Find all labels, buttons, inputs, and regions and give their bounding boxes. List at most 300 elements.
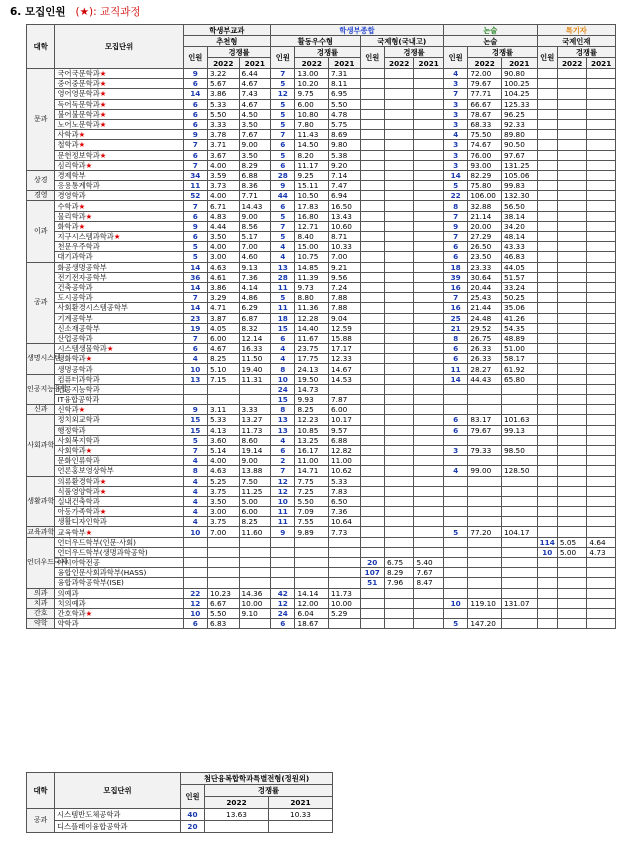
unit-label: 치의예과 bbox=[57, 598, 86, 608]
quota-cell bbox=[537, 619, 557, 629]
rate-cell: 9.93 bbox=[295, 395, 329, 405]
rate-cell bbox=[557, 558, 586, 568]
quota-cell: 6 bbox=[271, 445, 295, 455]
quota-cell bbox=[443, 507, 467, 517]
rate-cell bbox=[587, 445, 616, 455]
rate-cell: 97.67 bbox=[501, 150, 537, 160]
rate-cell: 8.71 bbox=[329, 232, 361, 242]
unit-cell bbox=[55, 415, 183, 425]
table-row bbox=[27, 527, 616, 537]
rate-cell bbox=[587, 384, 616, 394]
rate-cell: 6.75 bbox=[384, 558, 413, 568]
quota-cell bbox=[443, 517, 467, 527]
rate-cell bbox=[587, 242, 616, 252]
table-row bbox=[27, 558, 616, 568]
rate-cell: 13.63 bbox=[205, 809, 269, 821]
rate-cell bbox=[384, 99, 413, 109]
table-row bbox=[27, 466, 616, 476]
quota-cell: 3 bbox=[443, 150, 467, 160]
quota-cell bbox=[537, 79, 557, 89]
rate-cell: 10.17 bbox=[329, 415, 361, 425]
quota-cell: 6 bbox=[443, 242, 467, 252]
rate-cell bbox=[557, 395, 586, 405]
header-2022: 2022 bbox=[468, 58, 502, 69]
rate-cell: 75.50 bbox=[468, 130, 502, 140]
unit-label: 경영학과 bbox=[57, 191, 86, 201]
table-row bbox=[27, 252, 616, 262]
quota-cell: 4 bbox=[183, 456, 207, 466]
rate-cell bbox=[414, 445, 444, 455]
star-icon: ★ bbox=[78, 130, 86, 140]
table-row bbox=[27, 415, 616, 425]
rate-cell bbox=[414, 415, 444, 425]
quota-cell bbox=[537, 405, 557, 415]
unit-cell bbox=[55, 293, 183, 303]
rate-cell: 8.80 bbox=[295, 293, 329, 303]
rate-cell bbox=[414, 150, 444, 160]
rate-cell: 9.10 bbox=[239, 608, 271, 618]
rate-cell: 65.80 bbox=[501, 374, 537, 384]
quota-cell bbox=[360, 99, 384, 109]
rate-cell bbox=[587, 354, 616, 364]
rate-cell: 4.67 bbox=[239, 99, 271, 109]
quota-cell: 19 bbox=[183, 323, 207, 333]
rate-cell: 74.67 bbox=[468, 140, 502, 150]
rate-cell bbox=[587, 89, 616, 99]
rate-cell: 9.13 bbox=[239, 262, 271, 272]
rate-cell: 8.60 bbox=[239, 435, 271, 445]
rate-cell: 4.14 bbox=[239, 282, 271, 292]
quota-cell: 3 bbox=[443, 79, 467, 89]
rate-cell bbox=[414, 140, 444, 150]
quota-cell bbox=[360, 547, 384, 557]
quota-cell bbox=[183, 384, 207, 394]
star-icon: ★ bbox=[99, 120, 107, 130]
rate-cell: 14.14 bbox=[295, 588, 329, 598]
page-title: 6. 모집인원 (★): 교직과정 bbox=[10, 6, 141, 18]
quota-cell bbox=[360, 282, 384, 292]
rate-cell bbox=[587, 333, 616, 343]
rate-cell: 10.23 bbox=[208, 588, 240, 598]
quota-cell: 12 bbox=[271, 486, 295, 496]
unit-cell bbox=[55, 507, 183, 517]
quota-cell: 25 bbox=[443, 313, 467, 323]
quota-cell bbox=[537, 201, 557, 211]
rate-cell: 24.13 bbox=[295, 364, 329, 374]
rate-cell: 4.83 bbox=[208, 211, 240, 221]
quota-cell bbox=[360, 537, 384, 547]
quota-cell: 11 bbox=[271, 517, 295, 527]
quota-cell bbox=[537, 435, 557, 445]
table-row bbox=[27, 619, 616, 629]
header-special: 특기자 bbox=[537, 25, 615, 36]
unit-label: 생활디자인학과 bbox=[57, 517, 107, 527]
rate-cell: 8.47 bbox=[414, 578, 444, 588]
quota-cell bbox=[537, 323, 557, 333]
quota-cell: 12 bbox=[271, 476, 295, 486]
rate-cell bbox=[587, 466, 616, 476]
rate-cell: 8.32 bbox=[239, 323, 271, 333]
rate-cell: 6.00 bbox=[239, 507, 271, 517]
quota-cell bbox=[360, 619, 384, 629]
quota-cell: 10 bbox=[271, 374, 295, 384]
quota-cell: 5 bbox=[443, 527, 467, 537]
rate-cell bbox=[414, 221, 444, 231]
unit-cell bbox=[55, 303, 183, 313]
rate-cell: 99.83 bbox=[501, 181, 537, 191]
quota-cell bbox=[360, 313, 384, 323]
quota-cell bbox=[360, 181, 384, 191]
table-row bbox=[27, 445, 616, 455]
college-cell: 공과 bbox=[27, 809, 55, 833]
rate-cell: 7.87 bbox=[329, 395, 361, 405]
table-row bbox=[27, 170, 616, 180]
t2-header-section: 첨단융복합학과특별전형(정원외) bbox=[181, 773, 333, 785]
rate-cell bbox=[557, 140, 586, 150]
rate-cell: 5.33 bbox=[329, 476, 361, 486]
rate-cell bbox=[414, 619, 444, 629]
rate-cell bbox=[384, 496, 413, 506]
unit-cell bbox=[55, 221, 183, 231]
table-row bbox=[27, 191, 616, 201]
quota-cell: 5 bbox=[271, 119, 295, 129]
rate-cell bbox=[384, 547, 413, 557]
rate-cell: 8.20 bbox=[295, 150, 329, 160]
header-2021: 2021 bbox=[587, 58, 616, 69]
rate-cell bbox=[384, 170, 413, 180]
rate-cell bbox=[587, 496, 616, 506]
unit-label: 산업공학과 bbox=[57, 333, 93, 343]
quota-cell bbox=[183, 537, 207, 547]
rate-cell: 7.14 bbox=[329, 170, 361, 180]
quota-cell bbox=[537, 588, 557, 598]
star-icon: ★ bbox=[78, 221, 86, 231]
quota-cell: 7 bbox=[271, 69, 295, 79]
header-competition: 경쟁률 bbox=[208, 47, 271, 58]
rate-cell: 4.05 bbox=[208, 323, 240, 333]
table-row bbox=[27, 119, 616, 129]
header-quota: 인원 bbox=[360, 47, 384, 69]
unit-cell bbox=[55, 445, 183, 455]
rate-cell: 16.33 bbox=[239, 344, 271, 354]
t2-header-2021: 2021 bbox=[269, 797, 333, 809]
header-student-comprehensive: 학생부종합 bbox=[271, 25, 444, 36]
quota-cell: 10 bbox=[183, 527, 207, 537]
unit-label: 언더우드학부(생명과학공학) bbox=[57, 547, 148, 557]
rate-cell bbox=[557, 374, 586, 384]
quota-cell: 7 bbox=[443, 293, 467, 303]
rate-cell: 6.50 bbox=[329, 496, 361, 506]
rate-cell bbox=[384, 140, 413, 150]
quota-cell bbox=[537, 221, 557, 231]
rate-cell: 3.50 bbox=[208, 232, 240, 242]
rate-cell: 4.13 bbox=[208, 425, 240, 435]
quota-cell: 7 bbox=[271, 130, 295, 140]
rate-cell: 3.33 bbox=[208, 119, 240, 129]
table-row bbox=[27, 507, 616, 517]
rate-cell bbox=[414, 364, 444, 374]
rate-cell: 5.17 bbox=[239, 232, 271, 242]
rate-cell: 25.43 bbox=[468, 293, 502, 303]
rate-cell bbox=[587, 395, 616, 405]
header-competition: 경쟁률 bbox=[295, 47, 360, 58]
quota-cell bbox=[537, 282, 557, 292]
rate-cell: 19.40 bbox=[239, 364, 271, 374]
rate-cell: 10.50 bbox=[295, 191, 329, 201]
rate-cell: 14.36 bbox=[239, 588, 271, 598]
rate-cell bbox=[501, 395, 537, 405]
rate-cell: 34.20 bbox=[501, 221, 537, 231]
quota-cell: 4 bbox=[183, 496, 207, 506]
rate-cell: 10.75 bbox=[295, 252, 329, 262]
rate-cell: 5.25 bbox=[208, 476, 240, 486]
rate-cell: 4.44 bbox=[208, 221, 240, 231]
quota-cell: 10 bbox=[537, 547, 557, 557]
star-icon: ★ bbox=[78, 405, 86, 415]
rate-cell bbox=[384, 242, 413, 252]
quota-cell: 4 bbox=[271, 354, 295, 364]
rate-cell bbox=[501, 578, 537, 588]
unit-label: 생화학과 bbox=[57, 354, 86, 364]
rate-cell bbox=[587, 425, 616, 435]
rate-cell bbox=[384, 415, 413, 425]
rate-cell: 32.88 bbox=[468, 201, 502, 211]
rate-cell: 7.50 bbox=[239, 476, 271, 486]
quota-cell bbox=[360, 201, 384, 211]
unit-label: 식품영양학과 bbox=[57, 486, 100, 496]
rate-cell bbox=[501, 558, 537, 568]
rate-cell: 58.17 bbox=[501, 354, 537, 364]
quota-cell bbox=[443, 476, 467, 486]
unit-cell: 시스템반도체공학과 bbox=[55, 809, 181, 821]
table-row bbox=[27, 486, 616, 496]
quota-cell: 14 bbox=[183, 89, 207, 99]
unit-cell bbox=[55, 252, 183, 262]
rate-cell: 3.75 bbox=[208, 517, 240, 527]
rate-cell bbox=[557, 252, 586, 262]
rate-cell: 5.10 bbox=[208, 364, 240, 374]
rate-cell: 7.36 bbox=[239, 272, 271, 282]
rate-cell: 17.75 bbox=[295, 354, 329, 364]
rate-cell: 3.33 bbox=[239, 405, 271, 415]
quota-cell: 4 bbox=[271, 252, 295, 262]
quota-cell bbox=[360, 486, 384, 496]
rate-cell bbox=[414, 435, 444, 445]
rate-cell: 9.04 bbox=[329, 313, 361, 323]
rate-cell: 33.24 bbox=[501, 282, 537, 292]
rate-cell bbox=[587, 252, 616, 262]
rate-cell bbox=[557, 598, 586, 608]
table-row bbox=[27, 344, 616, 354]
rate-cell: 13.25 bbox=[295, 435, 329, 445]
unit-label: 지구시스템과학과 bbox=[57, 232, 114, 242]
rate-cell: 10.00 bbox=[329, 598, 361, 608]
quota-cell: 15 bbox=[271, 395, 295, 405]
quota-cell bbox=[537, 486, 557, 496]
rate-cell bbox=[468, 405, 502, 415]
quota-cell: 40 bbox=[181, 809, 205, 821]
quota-cell bbox=[537, 466, 557, 476]
rate-cell: 11.31 bbox=[239, 374, 271, 384]
rate-cell bbox=[414, 384, 444, 394]
header-college: 대학 bbox=[27, 25, 55, 69]
table-row bbox=[27, 89, 616, 99]
rate-cell: 3.50 bbox=[239, 150, 271, 160]
rate-cell: 6.71 bbox=[208, 201, 240, 211]
rate-cell bbox=[557, 323, 586, 333]
rate-cell: 8.25 bbox=[208, 354, 240, 364]
rate-cell bbox=[587, 150, 616, 160]
rate-cell bbox=[384, 354, 413, 364]
header-quota: 인원 bbox=[271, 47, 295, 69]
unit-cell bbox=[55, 333, 183, 343]
table-row bbox=[27, 272, 616, 282]
rate-cell bbox=[587, 293, 616, 303]
rate-cell bbox=[468, 496, 502, 506]
rate-cell bbox=[468, 568, 502, 578]
rate-cell bbox=[384, 466, 413, 476]
rate-cell bbox=[468, 588, 502, 598]
rate-cell bbox=[384, 252, 413, 262]
quota-cell: 22 bbox=[443, 191, 467, 201]
star-icon: ★ bbox=[85, 609, 93, 619]
rate-cell bbox=[587, 313, 616, 323]
rate-cell bbox=[587, 558, 616, 568]
quota-cell bbox=[360, 354, 384, 364]
rate-cell bbox=[501, 517, 537, 527]
rate-cell bbox=[384, 619, 413, 629]
rate-cell: 10.85 bbox=[295, 425, 329, 435]
rate-cell bbox=[329, 384, 361, 394]
quota-cell bbox=[360, 69, 384, 79]
rate-cell: 7.00 bbox=[329, 252, 361, 262]
star-icon: ★ bbox=[99, 69, 107, 79]
rate-cell bbox=[557, 578, 586, 588]
star-icon: ★ bbox=[78, 201, 86, 211]
unit-label: 생명공학과 bbox=[57, 364, 93, 374]
rate-cell: 6.04 bbox=[295, 608, 329, 618]
rate-cell bbox=[384, 588, 413, 598]
table-row bbox=[27, 69, 616, 79]
quota-cell bbox=[360, 608, 384, 618]
quota-cell bbox=[443, 537, 467, 547]
quota-cell bbox=[443, 547, 467, 557]
rate-cell bbox=[587, 405, 616, 415]
quota-cell: 42 bbox=[271, 588, 295, 598]
rate-cell bbox=[414, 201, 444, 211]
rate-cell: 8.11 bbox=[329, 79, 361, 89]
rate-cell bbox=[414, 537, 444, 547]
rate-cell bbox=[295, 578, 329, 588]
rate-cell bbox=[468, 517, 502, 527]
quota-cell bbox=[360, 395, 384, 405]
rate-cell: 4.63 bbox=[208, 262, 240, 272]
quota-cell: 5 bbox=[443, 619, 467, 629]
quota-cell: 4 bbox=[271, 344, 295, 354]
rate-cell: 8.36 bbox=[239, 181, 271, 191]
rate-cell: 4.67 bbox=[239, 79, 271, 89]
quota-cell bbox=[443, 568, 467, 578]
rate-cell: 43.33 bbox=[501, 242, 537, 252]
rate-cell bbox=[468, 456, 502, 466]
rate-cell bbox=[384, 405, 413, 415]
rate-cell bbox=[414, 425, 444, 435]
rate-cell bbox=[468, 578, 502, 588]
rate-cell: 8.25 bbox=[239, 517, 271, 527]
star-icon: ★ bbox=[106, 344, 114, 354]
rate-cell bbox=[414, 303, 444, 313]
t2-header-college: 대학 bbox=[27, 773, 55, 809]
rate-cell bbox=[587, 608, 616, 618]
table-row bbox=[27, 435, 616, 445]
quota-cell: 3 bbox=[443, 160, 467, 170]
rate-cell bbox=[384, 374, 413, 384]
quota-cell bbox=[443, 496, 467, 506]
rate-cell: 3.78 bbox=[208, 130, 240, 140]
quota-cell: 4 bbox=[271, 435, 295, 445]
rate-cell bbox=[384, 79, 413, 89]
quota-cell: 9 bbox=[183, 69, 207, 79]
rate-cell: 10.60 bbox=[329, 221, 361, 231]
rate-cell bbox=[557, 221, 586, 231]
rate-cell: 76.00 bbox=[468, 150, 502, 160]
rate-cell bbox=[557, 232, 586, 242]
rate-cell: 14.50 bbox=[295, 140, 329, 150]
rate-cell: 8.56 bbox=[239, 221, 271, 231]
rate-cell: 132.30 bbox=[501, 191, 537, 201]
college-cell: 간호 bbox=[27, 608, 55, 618]
rate-cell: 14.40 bbox=[295, 323, 329, 333]
table-row bbox=[27, 160, 616, 170]
rate-cell: 5.50 bbox=[208, 608, 240, 618]
rate-cell bbox=[239, 395, 271, 405]
rate-cell: 21.14 bbox=[468, 211, 502, 221]
unit-label: 물리학과 bbox=[57, 211, 86, 221]
table-row bbox=[27, 140, 616, 150]
rate-cell bbox=[468, 507, 502, 517]
quota-cell: 6 bbox=[183, 79, 207, 89]
rate-cell bbox=[557, 99, 586, 109]
rate-cell: 9.00 bbox=[239, 140, 271, 150]
unit-label: 대기과학과 bbox=[57, 252, 93, 262]
unit-label: 신학과 bbox=[57, 405, 79, 415]
quota-cell bbox=[360, 170, 384, 180]
rate-cell: 77.20 bbox=[468, 527, 502, 537]
unit-cell bbox=[55, 588, 183, 598]
table-row bbox=[27, 221, 616, 231]
rate-cell bbox=[384, 476, 413, 486]
rate-cell bbox=[384, 293, 413, 303]
rate-cell: 4.67 bbox=[208, 344, 240, 354]
quota-cell: 6 bbox=[443, 344, 467, 354]
rate-cell: 3.50 bbox=[239, 119, 271, 129]
table-row bbox=[27, 150, 616, 160]
rate-cell bbox=[557, 588, 586, 598]
quota-cell bbox=[360, 588, 384, 598]
quota-cell: 5 bbox=[271, 232, 295, 242]
quota-cell bbox=[360, 405, 384, 415]
rate-cell bbox=[587, 69, 616, 79]
quota-cell bbox=[537, 568, 557, 578]
table-row bbox=[27, 262, 616, 272]
rate-cell bbox=[414, 333, 444, 343]
rate-cell: 15.88 bbox=[329, 333, 361, 343]
table-row bbox=[27, 598, 616, 608]
quota-cell: 6 bbox=[271, 140, 295, 150]
rate-cell: 51.00 bbox=[501, 344, 537, 354]
quota-cell: 10 bbox=[183, 608, 207, 618]
rate-cell bbox=[414, 99, 444, 109]
